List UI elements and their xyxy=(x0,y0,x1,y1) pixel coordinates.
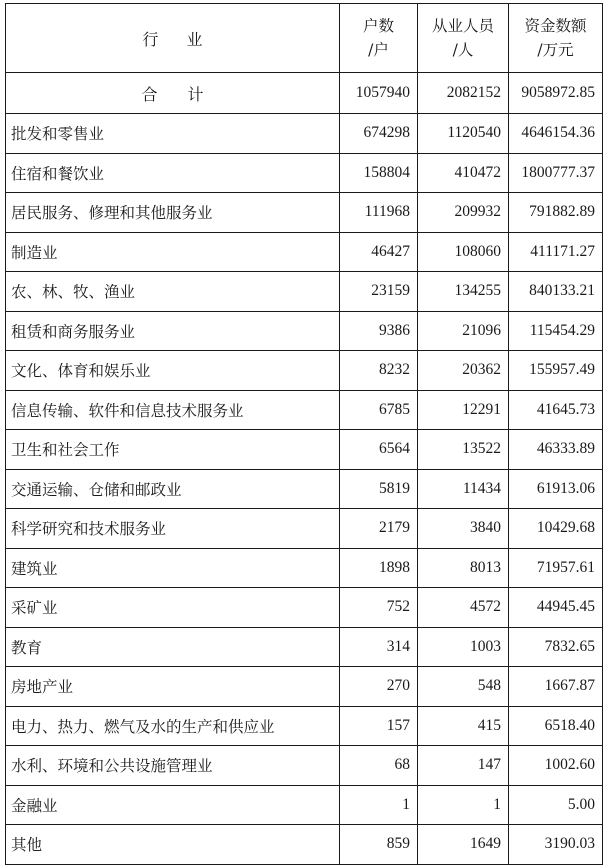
households-cell: 2179 xyxy=(340,509,418,549)
total-row xyxy=(6,73,603,114)
employees-header-label: 从业人员 xyxy=(431,17,494,35)
capital-column-header xyxy=(509,4,603,73)
households-cell: 46427 xyxy=(340,232,418,272)
table-row xyxy=(6,351,603,391)
employees-cell: 1003 xyxy=(418,627,509,667)
capital-cell: 115454.29 xyxy=(509,311,603,351)
table-row xyxy=(6,153,603,193)
capital-cell: 1800777.37 xyxy=(509,153,603,193)
employees-header-unit: /人 xyxy=(452,41,474,59)
capital-cell: 6518.40 xyxy=(509,706,603,746)
industry-name-cell: 信息传输、软件和信息技术服务业 xyxy=(6,390,340,430)
industry-statistics-table-wrapper xyxy=(5,3,603,865)
capital-cell: 155957.49 xyxy=(509,351,603,391)
households-cell: 157 xyxy=(340,706,418,746)
households-column-header xyxy=(340,4,418,73)
capital-cell: 10429.68 xyxy=(509,509,603,549)
capital-cell: 840133.21 xyxy=(509,272,603,312)
employees-cell: 3840 xyxy=(418,509,509,549)
households-cell: 1898 xyxy=(340,548,418,588)
employees-column-header xyxy=(418,4,509,73)
capital-cell: 3190.03 xyxy=(509,825,603,865)
table-row xyxy=(6,667,603,707)
capital-cell: 46333.89 xyxy=(509,430,603,470)
households-cell: 752 xyxy=(340,588,418,628)
households-cell: 314 xyxy=(340,627,418,667)
table-row xyxy=(6,114,603,154)
capital-header-unit: /万元 xyxy=(537,41,574,59)
employees-cell: 11434 xyxy=(418,469,509,509)
industry-name-cell: 制造业 xyxy=(6,232,340,272)
table-row xyxy=(6,548,603,588)
industry-name-cell: 批发和零售业 xyxy=(6,114,340,154)
capital-cell: 44945.45 xyxy=(509,588,603,628)
employees-cell: 8013 xyxy=(418,548,509,588)
total-label: 合计 xyxy=(6,73,340,114)
industry-name-cell: 居民服务、修理和其他服务业 xyxy=(6,193,340,233)
employees-cell: 147 xyxy=(418,746,509,786)
industry-column-header: 行业 xyxy=(6,4,340,73)
industry-name-cell: 电力、热力、燃气及水的生产和供应业 xyxy=(6,706,340,746)
households-cell: 674298 xyxy=(340,114,418,154)
table-row xyxy=(6,469,603,509)
employees-cell: 415 xyxy=(418,706,509,746)
table-row xyxy=(6,706,603,746)
total-employees: 2082152 xyxy=(418,73,509,114)
capital-header-label: 资金数额 xyxy=(524,17,587,35)
households-cell: 9386 xyxy=(340,311,418,351)
industry-name-cell: 农、林、牧、渔业 xyxy=(6,272,340,312)
industry-statistics-table xyxy=(5,3,603,865)
households-cell: 158804 xyxy=(340,153,418,193)
employees-cell: 21096 xyxy=(418,311,509,351)
capital-cell: 41645.73 xyxy=(509,390,603,430)
capital-cell: 4646154.36 xyxy=(509,114,603,154)
table-row xyxy=(6,232,603,272)
households-cell: 6785 xyxy=(340,390,418,430)
households-cell: 8232 xyxy=(340,351,418,391)
table-row xyxy=(6,430,603,470)
industry-name-cell: 卫生和社会工作 xyxy=(6,430,340,470)
employees-cell: 13522 xyxy=(418,430,509,470)
table-row xyxy=(6,193,603,233)
table-row xyxy=(6,272,603,312)
employees-cell: 134255 xyxy=(418,272,509,312)
industry-name-cell: 建筑业 xyxy=(6,548,340,588)
employees-cell: 209932 xyxy=(418,193,509,233)
capital-cell: 71957.61 xyxy=(509,548,603,588)
households-cell: 1 xyxy=(340,785,418,825)
capital-cell: 1667.87 xyxy=(509,667,603,707)
households-cell: 859 xyxy=(340,825,418,865)
total-households: 1057940 xyxy=(340,73,418,114)
capital-cell: 7832.65 xyxy=(509,627,603,667)
industry-name-cell: 教育 xyxy=(6,627,340,667)
industry-name-cell: 科学研究和技术服务业 xyxy=(6,509,340,549)
employees-cell: 548 xyxy=(418,667,509,707)
table-row xyxy=(6,509,603,549)
industry-name-cell: 租赁和商务服务业 xyxy=(6,311,340,351)
employees-cell: 410472 xyxy=(418,153,509,193)
header-row xyxy=(6,4,603,73)
table-row xyxy=(6,390,603,430)
table-row xyxy=(6,825,603,865)
industry-name-cell: 水利、环境和公共设施管理业 xyxy=(6,746,340,786)
households-cell: 270 xyxy=(340,667,418,707)
employees-cell: 1 xyxy=(418,785,509,825)
households-header-unit: /户 xyxy=(368,41,389,59)
capital-cell: 5.00 xyxy=(509,785,603,825)
table-row xyxy=(6,785,603,825)
table-row xyxy=(6,311,603,351)
employees-cell: 4572 xyxy=(418,588,509,628)
capital-cell: 61913.06 xyxy=(509,469,603,509)
households-header-label: 户数 xyxy=(362,17,394,35)
employees-cell: 20362 xyxy=(418,351,509,391)
households-cell: 68 xyxy=(340,746,418,786)
industry-name-cell: 文化、体育和娱乐业 xyxy=(6,351,340,391)
industry-name-cell: 金融业 xyxy=(6,785,340,825)
capital-cell: 791882.89 xyxy=(509,193,603,233)
capital-cell: 1002.60 xyxy=(509,746,603,786)
employees-cell: 108060 xyxy=(418,232,509,272)
table-row xyxy=(6,746,603,786)
industry-name-cell: 采矿业 xyxy=(6,588,340,628)
capital-cell: 411171.27 xyxy=(509,232,603,272)
industry-name-cell: 其他 xyxy=(6,825,340,865)
table-row xyxy=(6,627,603,667)
employees-cell: 12291 xyxy=(418,390,509,430)
total-capital: 9058972.85 xyxy=(509,73,603,114)
employees-cell: 1120540 xyxy=(418,114,509,154)
table-row xyxy=(6,588,603,628)
households-cell: 6564 xyxy=(340,430,418,470)
industry-name-cell: 交通运输、仓储和邮政业 xyxy=(6,469,340,509)
households-cell: 23159 xyxy=(340,272,418,312)
industry-name-cell: 房地产业 xyxy=(6,667,340,707)
households-cell: 111968 xyxy=(340,193,418,233)
industry-name-cell: 住宿和餐饮业 xyxy=(6,153,340,193)
employees-cell: 1649 xyxy=(418,825,509,865)
households-cell: 5819 xyxy=(340,469,418,509)
